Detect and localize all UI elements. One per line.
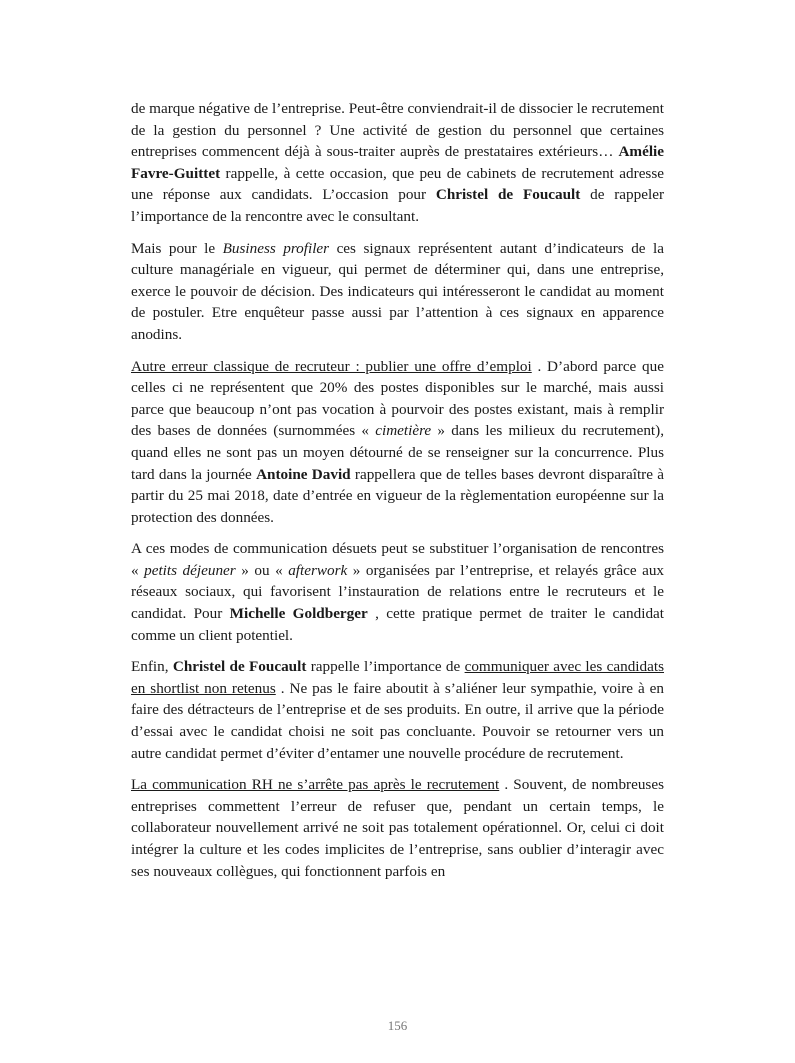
- text-span: Enfin,: [131, 658, 173, 676]
- paragraph-3: [131, 356, 664, 529]
- person-name: Amélie Favre-Guittet: [131, 143, 664, 182]
- text-span: rappelle l’importance de: [306, 658, 465, 676]
- text-span: rappelle, à cette occasion, que peu de cabinets de recrutement adresse une réponse aux candidats. L’occasion pour: [131, 164, 664, 204]
- text-span: . Souvent, de nombreuses entreprises commettent l’erreur de refuser que, pendant un certain temps, le collaborateur nouvellement arrivé ne soit pas totalement opérationnel. Or, celui ci doit intégrer la culture et les codes implicites de l’entreprise, sans oublier d’interagir avec ses nouveaux collègues, qui fonctionnent parfois en: [131, 776, 664, 880]
- text-span: ces signaux représentent autant d’indicateurs de la culture managériale en vigueur, qui permet de déterminer qui, dans une entreprise, exerce le pouvoir de décision. Des indicateurs qui intéresseront le candidat au moment de postuler. Etre enquêteur passe aussi par l’attention à ces signaux en apparence anodins.: [131, 239, 664, 343]
- page-body: [131, 98, 664, 882]
- text-span: » ou «: [235, 561, 289, 579]
- text-span: . Ne pas le faire aboutit à s’aliéner leur sympathie, voire à en faire des détracteurs de l’entreprise et de ses produits. En outre, il arrive que la période d’essai avec le candidat choisi ne soit pas concluante. Pouvoir se retourner vers un autre candidat permet d’éviter d’entamer une nouvelle procédure de recrutement.: [131, 679, 664, 762]
- paragraph-1: [131, 98, 664, 228]
- paragraph-4: [131, 538, 664, 646]
- underlined-heading: Autre erreur classique de recruteur : publier une offre d’emploi: [131, 357, 532, 375]
- text-span: rappellera que de telles bases devront disparaître à partir du 25 mai 2018, date d’entrée en vigueur de la règlementation européenne sur la protection des données.: [131, 465, 664, 526]
- underlined-heading: communiquer avec les candidats en shortlist non retenus: [131, 658, 664, 697]
- text-span: A ces modes de communication désuets peut se substituer l’organisation de rencontres «: [131, 540, 664, 579]
- italic-term: petits déjeuner: [144, 561, 236, 579]
- text-span: » dans les milieux du recrutement), quand elles ne sont pas un moyen détourné de se renseigner sur la concurrence. Plus tard dans la journée: [131, 422, 664, 483]
- paragraph-5: [131, 656, 664, 764]
- person-name: Christel de Foucault: [435, 186, 581, 204]
- text-span: de rappeler l’importance de la rencontre avec le consultant.: [131, 186, 664, 225]
- underlined-heading: La communication RH ne s’arrête pas après le recrutement: [131, 776, 500, 794]
- text-span: Mais pour le: [131, 239, 223, 257]
- page-number: 156: [387, 1018, 408, 1033]
- italic-term: afterwork: [288, 561, 348, 579]
- person-name: Michelle Goldberger: [229, 605, 368, 623]
- paragraph-6: [131, 774, 664, 882]
- paragraph-2: [131, 238, 664, 346]
- person-name: Antoine David: [256, 465, 351, 483]
- person-name: Christel de Foucault: [172, 658, 307, 676]
- text-span: de marque négative de l’entreprise. Peut-être conviendrait-il de dissocier le recrutement de la gestion du personnel ? Une activité de gestion du personnel que certaines entreprises commencent déjà à sous-traiter auprès de prestataires extérieurs…: [131, 100, 664, 161]
- italic-term: Business profiler: [222, 239, 330, 257]
- italic-term: cimetière: [375, 422, 432, 440]
- text-span: » organisées par l’entreprise, et relayés grâce aux réseaux sociaux, qui favorisent l’instauration de relations entre le recruteurs et le candidat. Pour: [131, 561, 665, 623]
- text-span: . D’abord parce que celles ci ne représentent que 20% des postes disponibles sur le marché, mais aussi parce que beaucoup n’ont pas vocation à pourvoir des postes existant, mais à remplir des bases de données (surnommées «: [131, 357, 664, 440]
- text-span: , cette pratique permet de traiter le candidat comme un client potentiel.: [131, 605, 664, 644]
